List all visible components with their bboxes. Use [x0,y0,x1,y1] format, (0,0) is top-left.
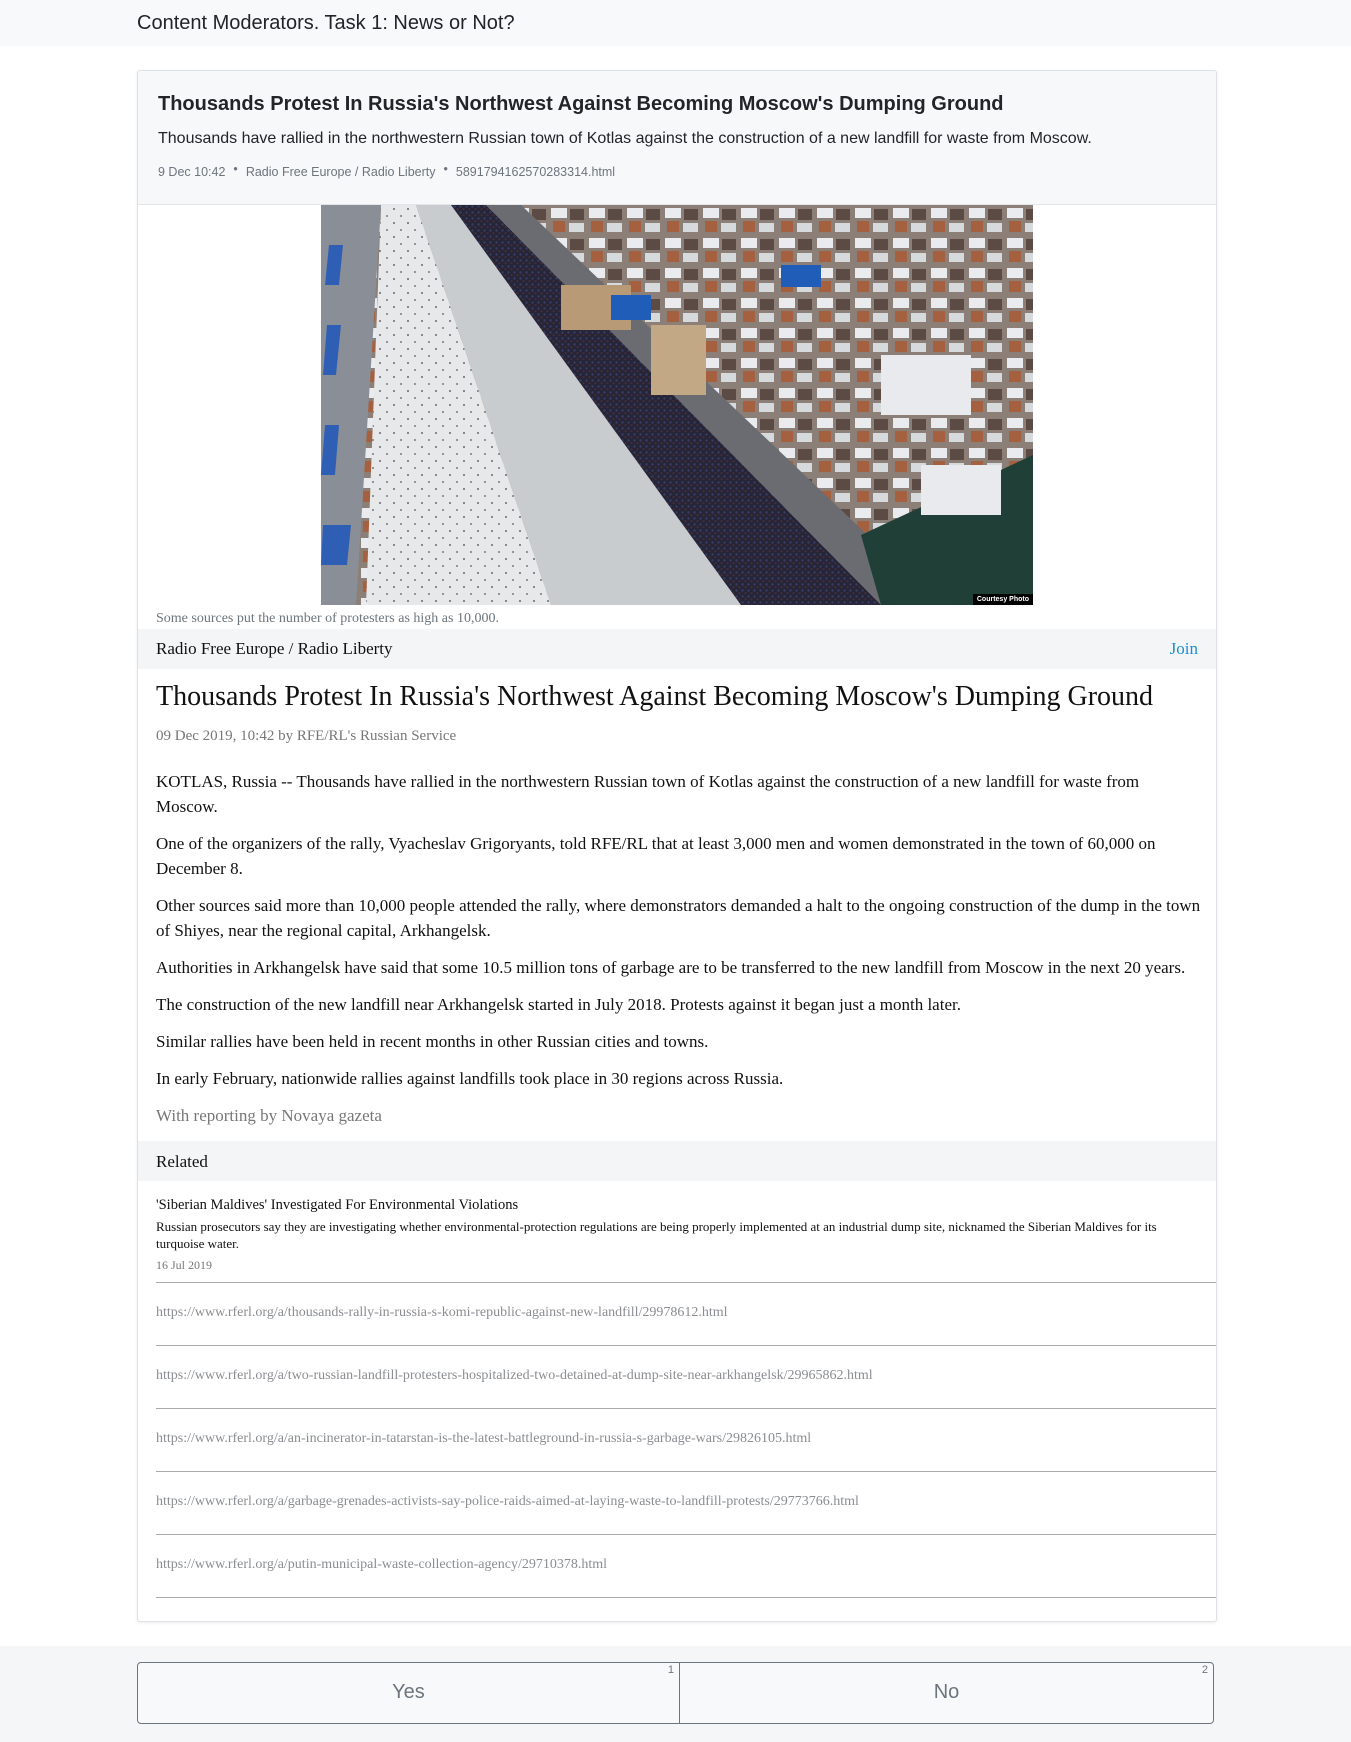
related-link[interactable]: https://www.rferl.org/a/putin-municipal-waste-collection-agency/29710378.html [156,1557,608,1572]
related-header [138,1141,1216,1181]
meta-separator: • [233,162,238,176]
meta-file: 5891794162570283314.html [455,165,616,179]
photo-caption: Some sources put the number of protesters as high as 10,000. [156,611,499,626]
no-button[interactable] [680,1663,1213,1723]
article-photo [321,205,1033,605]
related-divider [156,1534,1216,1535]
card-meta [158,162,616,179]
related-item-description: Russian prosecutors say they are investigating whether environmental-protection regulations are being properly implemented at an industrial dump site, nicknamed the Siberian Maldives for its turquoise water. [156,1219,1157,1251]
page-title: Content Moderators. Task 1: News or Not? [137,12,515,34]
related-divider [156,1408,1216,1409]
related-link[interactable]: https://www.rferl.org/a/garbage-grenades-activists-say-police-raids-aimed-at-laying-waste-to-landfill-protests/29773766.html [156,1494,859,1509]
article-byline: 09 Dec 2019, 10:42 by RFE/RL's Russian Service [156,728,457,744]
related-divider [156,1471,1216,1472]
related-link[interactable]: https://www.rferl.org/a/two-russian-landfill-protesters-hospitalized-two-detained-at-dump-site-near-arkhangelsk/29965862.html [156,1368,873,1383]
meta-separator: • [443,162,448,176]
answer-button-group [137,1662,1214,1724]
yes-button[interactable] [138,1663,680,1723]
source-bar [138,629,1216,669]
no-hotkey: 2 [1201,1664,1208,1676]
card-title: Thousands Protest In Russia's Northwest Against Becoming Moscow's Dumping Ground [158,93,1004,115]
article-reporting-credit: With reporting by Novaya gazeta [156,1106,382,1125]
related-item-title[interactable]: 'Siberian Maldives' Investigated For Environmental Violations [156,1197,519,1213]
join-link[interactable]: Join [1169,639,1198,658]
no-label: No [933,1681,960,1703]
related-item-date: 16 Jul 2019 [156,1258,213,1272]
related-divider [156,1597,1216,1598]
related-item[interactable] [156,1196,1196,1273]
article-paragraph: KOTLAS, Russia -- Thousands have rallied in the northwestern Russian town of Kotlas against the construction of a new landfill for waste from Moscow. [156,772,1140,816]
article-paragraph: Authorities in Arkhangelsk have said that some 10.5 million tons of garbage are to be transferred to the new landfill from Moscow in the next 20 years. [156,958,1186,977]
article-paragraph: Other sources said more than 10,000 people attended the rally, where demonstrators demanded a halt to the ongoing construction of the dump in the town of Shiyes, near the regional capital, Arkhangelsk. [156,896,1201,940]
article-paragraph: One of the organizers of the rally, Vyacheslav Grigoryants, told RFE/RL that at least 3,000 men and women demonstrated in the town of 60,000 on December 8. [156,834,1156,878]
yes-hotkey: 1 [667,1664,674,1676]
related-divider [156,1345,1216,1346]
meta-time: 9 Dec 10:42 [158,165,226,179]
source-name: Radio Free Europe / Radio Liberty [156,639,393,658]
top-bar [0,0,1351,46]
article-paragraph: In early February, nationwide rallies against landfills took place in 30 regions across Russia. [156,1069,784,1088]
card-header [138,71,1216,205]
related-divider [156,1282,1216,1283]
related-link[interactable]: https://www.rferl.org/a/an-incinerator-in-tatarstan-is-the-latest-battleground-in-russia-s-garbage-wars/29826105.html [156,1431,812,1446]
yes-label: Yes [392,1681,425,1703]
article-body [156,769,1201,1140]
meta-source: Radio Free Europe / Radio Liberty [245,165,436,179]
article-paragraph: Similar rallies have been held in recent months in other Russian cities and towns. [156,1032,709,1051]
news-card [137,70,1217,1622]
answer-footer [0,1646,1351,1742]
related-label: Related [156,1152,208,1171]
article-headline: Thousands Protest In Russia's Northwest Against Becoming Moscow's Dumping Ground [156,681,1154,712]
related-link[interactable]: https://www.rferl.org/a/thousands-rally-in-russia-s-komi-republic-against-new-landfill/29978612.html [156,1305,728,1320]
photo-credit: Courtesy Photo [973,594,1033,605]
article-paragraph: The construction of the new landfill near Arkhangelsk started in July 2018. Protests against it began just a month later. [156,995,961,1014]
card-lead: Thousands have rallied in the northwestern Russian town of Kotlas against the construction of a new landfill for waste from Moscow. [158,130,1092,147]
